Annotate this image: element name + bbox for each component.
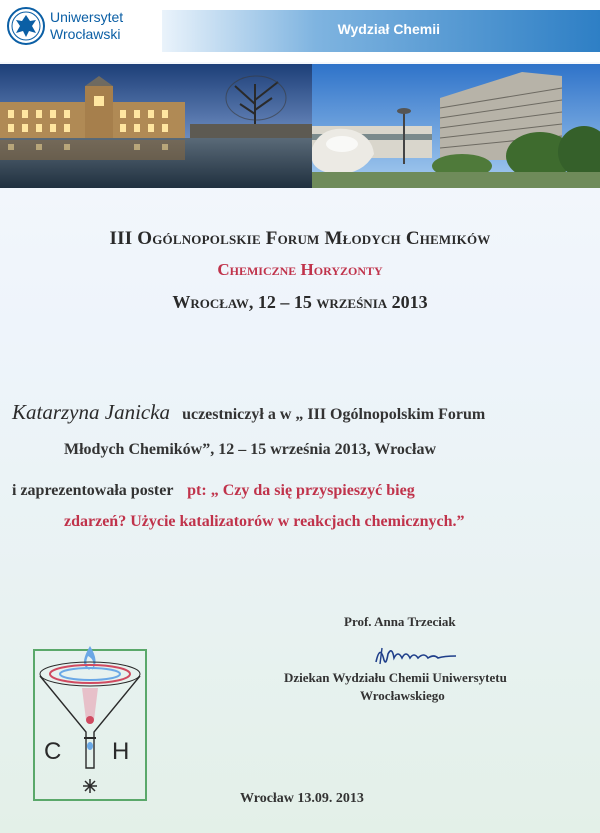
handwritten-signature xyxy=(372,640,462,668)
faculty-name: Wydział Chemii xyxy=(337,21,440,37)
symbol-letter-c: C xyxy=(44,738,62,765)
certificate-line-1 xyxy=(12,400,588,425)
poster-title-part-2: zdarzeń? Użycie katalizatorów w reakcjach chemicznych.” xyxy=(64,513,465,530)
event-subtitle: Chemiczne Horyzonty xyxy=(217,260,383,279)
university-building-photo xyxy=(0,64,312,188)
university-logo xyxy=(6,6,161,48)
issue-place-date: Wrocław 13.09. 2013 xyxy=(240,791,364,806)
signatory-position-line2: Wrocławskiego xyxy=(360,688,445,703)
certificate-line-2: Młodych Chemików”, 12 – 15 września 2013, Wrocław xyxy=(64,441,436,458)
university-name-line2: Wrocławski xyxy=(50,26,121,42)
participant-name: Katarzyna Janicka xyxy=(12,400,171,424)
header xyxy=(0,0,600,62)
certificate-line-3 xyxy=(12,482,588,500)
poster-prefix: i zaprezentowała poster xyxy=(12,482,174,499)
signatory-name: Prof. Anna Trzeciak xyxy=(344,614,456,629)
faculty-band xyxy=(162,10,600,52)
participation-text: uczestniczył a w „ III Ogólnopolskim Forum xyxy=(182,406,486,423)
symbol-letter-h: H xyxy=(112,738,130,765)
poster-title-part-1: pt: „ Czy da się przyspieszyć bieg xyxy=(187,482,415,499)
university-crest-icon xyxy=(6,6,46,46)
university-name xyxy=(50,9,123,43)
signatory-position-line1: Dziekan Wydziału Chemii Uniwersytetu xyxy=(284,670,507,685)
event-place-date: Wrocław, 12 – 15 września 2013 xyxy=(172,292,428,312)
campus-buildings-photo xyxy=(312,64,600,188)
university-name-line1: Uniwersytet xyxy=(50,9,124,25)
forum-symbol xyxy=(30,644,150,804)
event-title: III Ogólnopolskie Forum Młodych Chemików xyxy=(109,228,491,249)
funnel-flame-icon xyxy=(30,644,150,804)
